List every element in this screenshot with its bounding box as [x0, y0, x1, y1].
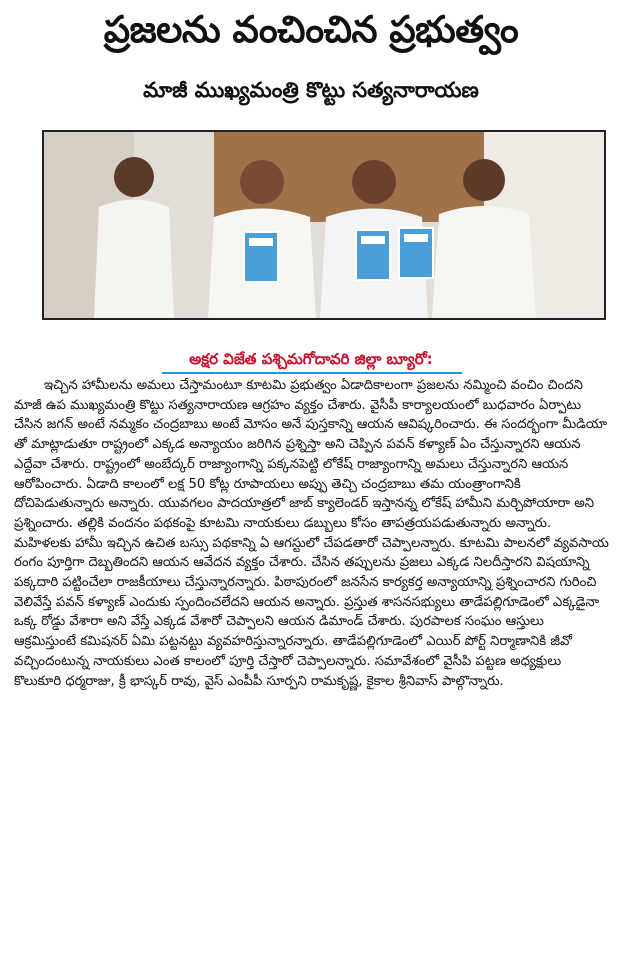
- article-paragraph: ఇచ్చిన హామీలను అమలు చేస్తామంటూ కూటమి ప్రభుత్వం ఏడాదికాలంగా ప్రజలను నమ్మించి వంచిం చిందని మాజీ ఉప ముఖ్యమంత్రి కొట్టు సత్యనారాయణ ఆగ్రహం వ్యక్తం చేశారు. వైసీపీ కార్యాలయంలో బుధవారం ఏర్పాటు చేసిన జగన్ అంటే నమ్మకం చంద్రబాబు అంటే మోసం అనే పుస్తకాన్ని ఆయన ఆవిష్కరించారు. ఈ సందర్భంగా మీడియా తో మాట్లాడుతూ రాష్ట్రంలో ఎక్కడ అన్యాయం జరిగిన ప్రశ్నిస్తా అని చెప్పిన పవన్ కళ్యాణ్ ఏం చేస్తున్నారని ఆయన ఎద్దేవా చేశారు. రాష్ట్రంలో అంబేద్కర్ రాజ్యాంగాన్ని పక్కనపెట్టి లోకేష్ రాజ్యాంగాన్ని అమలు చేస్తున్నారని ఆయన ఆరోపించారు. ఏడాది కాలంలో లక్ష 50 కోట్ల రూపాయలు అప్పు తెచ్చి చంద్రబాబు తమ యంత్రాంగానికి దోచిపెడుతున్నారు అన్నారు. యువగలం పాదయాత్రలో జాబ్ క్యాలెండర్ ఇస్తానన్న లోకేష్ హామీని మర్చిపోయారా అని ప్రశ్నించారు. తల్లికి వందనం పథకంపై కూటమి నాయకులు డబ్బులు కోసం తాపత్రయపడుతున్నారు అన్నారు. మహిళలకు హామీ ఇచ్చిన ఉచిత బస్సు పథకాన్ని ఏ ఆగస్టులో చేపడతారో చెప్పాలన్నారు. కూటమి పాలనలో వ్యవసాయ రంగం పూర్తిగా దెబ్బతిందని ఆయన ఆవేదన వ్యక్తం చేశారు. చేసిన తప్పులను ప్రజలు ఎక్కడ నిలదీస్తారని విషయాన్ని పక్కదారి పట్టించేలా రాజకీయాలు చేస్తున్నారన్నారు. పిఠాపురంలో జనసేన కార్యకర్త అన్యాయాన్ని ప్రశ్నించారని గురించి వెలివేస్తే పవన్ కళ్యాణ్ ఎందుకు స్పందించలేదని ఆయన అన్నారు. ప్రస్తుత శాసనసభ్యులు తాడేపల్లిగూడెంలో ఎక్కడైనా ఒక్క రోడ్డు వేశారా అని వేస్తే ఎక్కడ వేశారో చెప్పాలని ఆయన డిమాండ్ చేశారు. పురపాలక సంఘం ఆస్తులు ఆక్రమిస్తుంటే కమిషనర్ ఏమి పట్టనట్టు వ్యవహరిస్తున్నారన్నారు. తాడేపల్లిగూడెంలో ఎయిర్ పోర్ట్ నిర్మాణానికి జీవో వచ్చిందంటున్న నాయకులు ఎంత కాలంలో పూర్తి చేస్తారో చెప్పాలన్నారు. సమావేశంలో వైసీపి పట్టణ అధ్యక్షులు కొలుకూరి ధర్మరాజు, క్రీ భాస్కర్ రావు, వైస్ ఎంపీపీ సూర్పని రామకృష్ణ, కైకాల శ్రీనివాస్ పాల్గొన్నారు.: [14, 378, 609, 689]
- press-meet-photo: [42, 130, 606, 320]
- byline: అక్షర విజేత పశ్చిమగోదావరి జిల్లా బ్యూరో:: [189, 350, 433, 368]
- subheadline: మాజీ ముఖ్యమంత్రి కొట్టు సత్యనారాయణ: [143, 78, 479, 102]
- article-body: [14, 376, 610, 691]
- byline-underline: [162, 372, 462, 374]
- headline: ప్రజలను వంచించిన ప్రభుత్వం: [103, 8, 519, 51]
- press-meet-photo-icon: [44, 132, 604, 318]
